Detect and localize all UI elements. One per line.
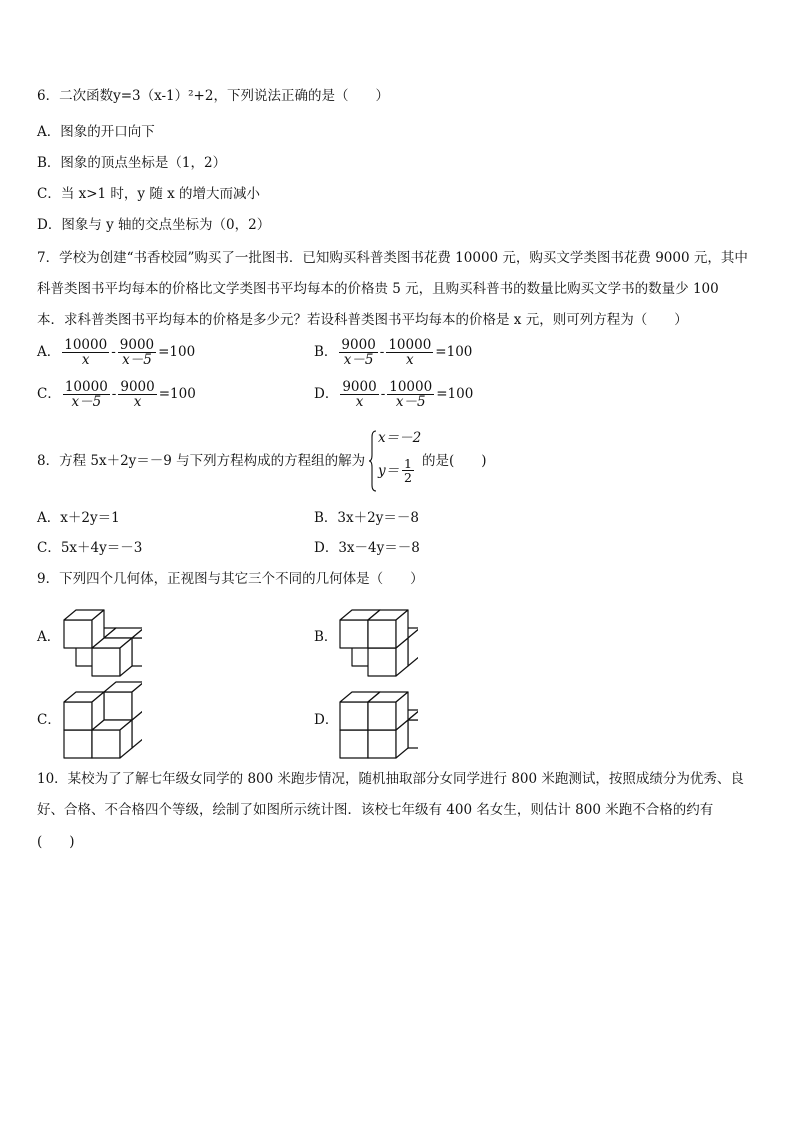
q6-stem: 6．二次函数y=3（x-1）²+2，下列说法正确的是（ ）: [37, 88, 389, 104]
equation-system: [368, 429, 420, 493]
cube-face: [64, 702, 92, 730]
q10-stem-line3: ( ): [37, 834, 75, 850]
rhs: =100: [158, 385, 196, 402]
q10-stem-line1: 10．某校为了了解七年级女同学的 800 米跑步情况，随机抽取部分女同学进行 800 米跑测试，按照成绩分为优秀、良: [37, 771, 744, 787]
system-x-equation: x＝－2: [378, 430, 422, 446]
rhs: =100: [158, 343, 196, 360]
fraction: $\frac{9000}{x}$: [342, 379, 377, 411]
q9-option-d-label: D．: [314, 712, 339, 728]
cube-face: [104, 692, 132, 720]
q9-stem: 9．下列四个几何体，正视图与其它三个不同的几何体是（ ）: [37, 571, 424, 587]
q8-option-d: D．3x－4y＝－8: [314, 540, 420, 556]
q6-option-c: C．当 x>1 时，y 随 x 的增大而减小: [37, 186, 261, 202]
cube-face: [340, 620, 368, 648]
option-label: C．: [37, 385, 61, 402]
rhs: =100: [436, 385, 474, 402]
fraction: $\frac{10000}{x}$: [388, 337, 432, 369]
q7-option-a: [37, 338, 195, 367]
solid-figure-c: [62, 680, 142, 760]
q8-stem-pre: 8．方程 5x＋2y＝－9 与下列方程构成的方程组的解为: [37, 453, 366, 469]
solid-figure-d: [338, 680, 418, 760]
q6-option-b: B．图象的顶点坐标是（1，2）: [37, 155, 227, 171]
solid-figure-b: [338, 598, 418, 678]
minus-sign: -: [111, 385, 117, 402]
rhs: =100: [435, 343, 473, 360]
q9-option-b-label: B．: [314, 629, 338, 645]
minus-sign: -: [379, 343, 385, 360]
cube-face: [368, 648, 396, 676]
cube-face: [368, 730, 396, 758]
fraction: $\frac{10000}{x-5}$: [389, 379, 433, 411]
q7-stem-line2: 科普类图书平均每本的价格比文学类图书平均每本的价格贵 5 元，且购买科普书的数量比购买文学书的数量少 100: [37, 281, 719, 297]
q8-option-b: B．3x＋2y＝－8: [314, 510, 419, 526]
fraction: $\frac{10000}{x-5}$: [64, 379, 108, 411]
brace-icon: [368, 429, 378, 493]
cube-face: [408, 720, 418, 748]
q6-option-a: A．图象的开口向下: [37, 124, 155, 140]
cube-face: [368, 702, 396, 730]
q7-option-d: [314, 380, 473, 409]
fraction: $\frac{9000}{x}$: [120, 379, 155, 411]
q8-option-c: C．5x＋4y＝－3: [37, 540, 143, 556]
cube-face: [340, 702, 368, 730]
cube-face: [92, 730, 120, 758]
q6-option-d: D．图象与 y 轴的交点坐标为（0，2）: [37, 217, 271, 233]
q7-option-b: [314, 338, 472, 367]
q9-option-c-label: C．: [37, 712, 61, 728]
minus-sign: -: [380, 385, 386, 402]
q7-option-c: [37, 380, 196, 409]
cube-face: [340, 730, 368, 758]
option-label: B．: [314, 343, 338, 360]
option-label: D．: [314, 385, 339, 402]
minus-sign: -: [111, 343, 116, 360]
cube-face: [92, 648, 120, 676]
fraction: $\frac{9000}{x-5}$: [119, 337, 155, 369]
q10-stem-line2: 好、合格、不合格四个等级，绘制了如图所示统计图．该校七年级有 400 名女生，则估计 800 米跑不合格的约有: [37, 802, 714, 818]
q8-stem-post: 的是( ): [422, 453, 487, 469]
cube-face: [64, 620, 92, 648]
q7-stem-line1: 7．学校为创建“书香校园”购买了一批图书．已知购买科普类图书花费 10000 元，购买文学类图书花费 9000 元，其中: [37, 250, 748, 266]
q7-stem-line3: 本．求科普类图书平均每本的价格是多少元？若设科普类图书平均每本的价格是 x 元，则可列方程为（ ）: [37, 312, 688, 328]
fraction: $\frac{1}{2}$: [404, 456, 412, 486]
system-y-equation: y＝: [378, 463, 400, 479]
q9-option-a-label: A．: [37, 629, 61, 645]
option-label: A．: [37, 343, 61, 360]
fraction: $\frac{10000}{x}$: [64, 337, 108, 369]
cube-face: [64, 730, 92, 758]
solid-figure-a: [62, 598, 142, 678]
q8-option-a: A．x＋2y＝1: [37, 510, 120, 526]
cube-face: [132, 638, 142, 666]
cube-face: [368, 620, 396, 648]
fraction: $\frac{9000}{x-5}$: [341, 337, 376, 369]
